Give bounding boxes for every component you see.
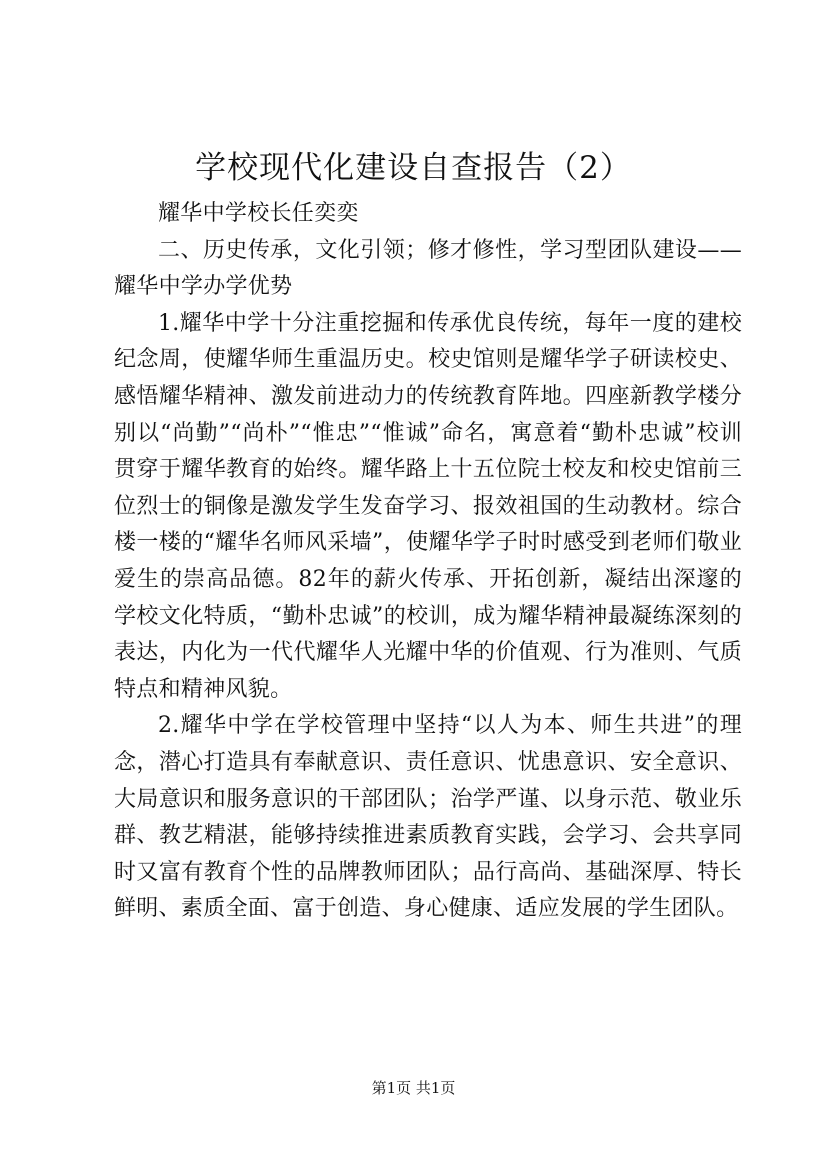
document-title: 学校现代化建设自查报告（2） <box>195 150 632 186</box>
paragraph-1: 1.耀华中学十分注重挖掘和传承优良传统，每年一度的建校纪念周，使耀华师生重温历史。校史馆则是耀华学子研读校史、感悟耀华精神、激发前进动力的传统教育阵地。四座新教学楼分别以“尚勤”“尚朴”“惟忠”“惟诚”命名，寓意着“勤朴忠诚”校训贯穿于耀华教育的始终。耀华路上十五位院士校友和校史馆前三位烈士的铜像是激发学生发奋学习、报效祖国的生动教材。综合楼一楼的“耀华名师风采墙”，使耀华学子时时感受到老师们敬业爱生的崇高品德。82年的薪火传承、开拓创新，凝结出深邃的学校文化特质，“勤朴忠诚”的校训，成为耀华精神最凝练深刻的表达，内化为一代代耀华人光耀中华的价值观、行为准则、气质特点和精神风貌。 <box>114 310 742 702</box>
document-body <box>114 196 742 928</box>
author-line: 耀华中学校长任奕奕 <box>158 201 359 226</box>
section-heading: 二、历史传承，文化引领；修才修性，学习型团队建设——耀华中学办学优势 <box>114 237 742 300</box>
paragraph-2: 2.耀华中学在学校管理中坚持“以人为本、师生共进”的理念，潜心打造具有奉献意识、责任意识、忧患意识、安全意识、大局意识和服务意识的干部团队；治学严谨、以身示范、敬业乐群、教艺精湛，能够持续推进素质教育实践，会学习、会共享同时又富有教育个性的品牌教师团队；品行高尚、基础深厚、特长鲜明、素质全面、富于创造、身心健康、适应发展的学生团队。 <box>114 713 742 922</box>
page-number-footer: 第1页 共1页 <box>371 1079 456 1097</box>
